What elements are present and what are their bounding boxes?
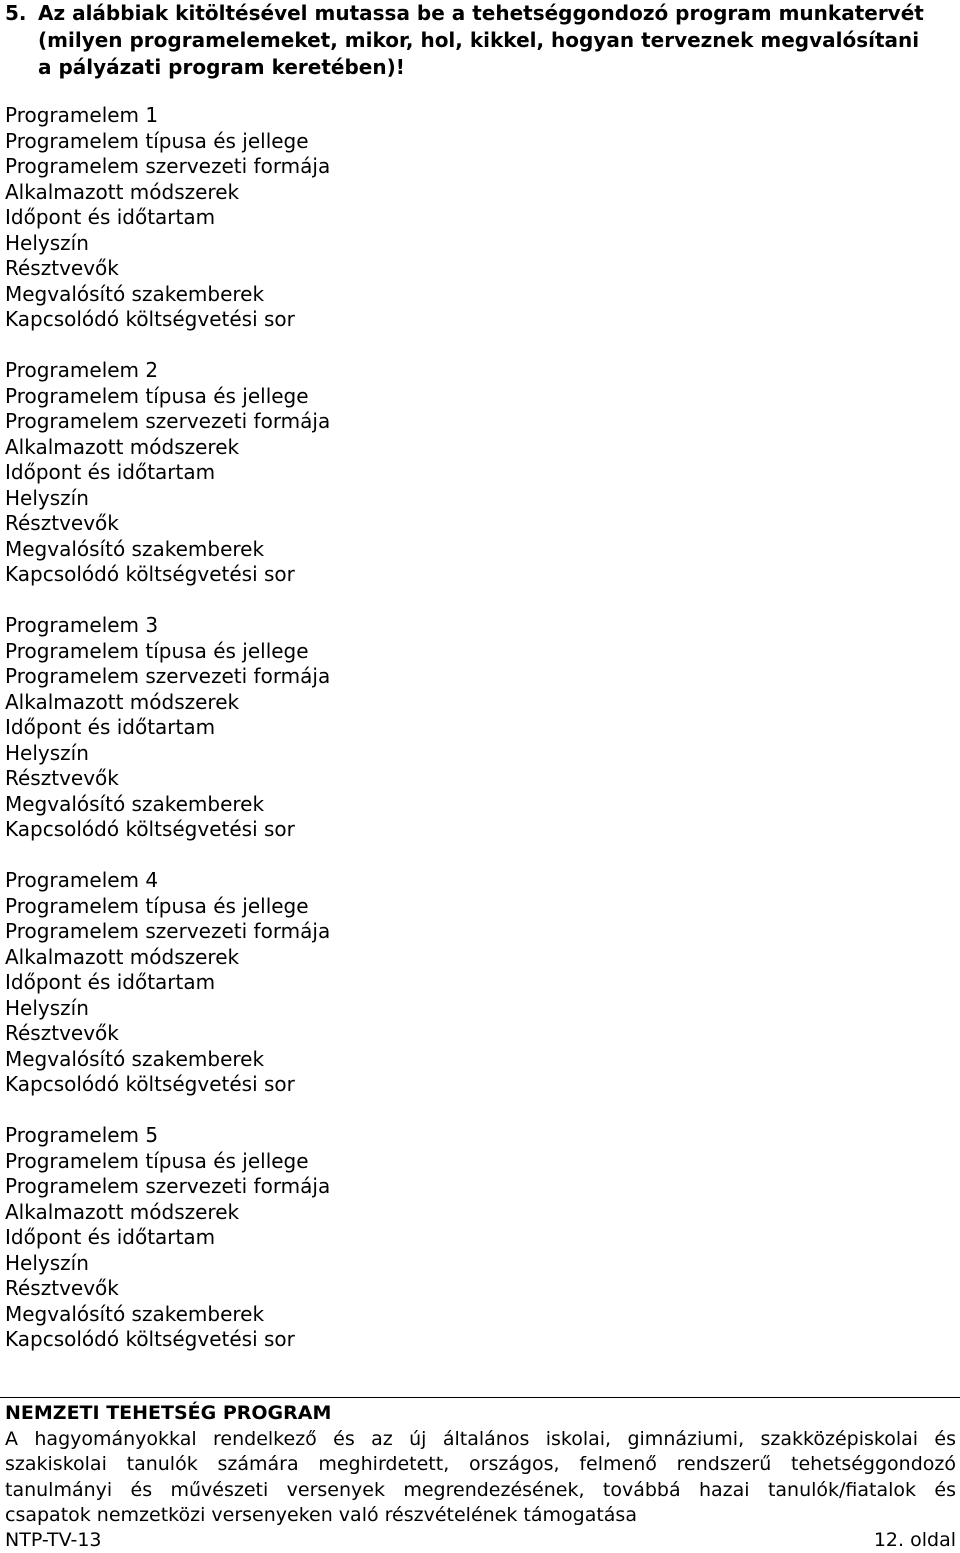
- program-element-title: Programelem 2: [5, 358, 159, 382]
- field-participants: Résztvevők: [5, 511, 119, 535]
- question-line-2: (milyen programelemeket, mikor, hol, kikkel, hogyan terveznek megvalósítani: [38, 28, 920, 52]
- field-organizational-form: Programelem szervezeti formája: [5, 664, 331, 688]
- program-element-3: [5, 613, 945, 843]
- field-methods: Alkalmazott módszerek: [5, 434, 240, 459]
- program-element-title: Programelem 5: [5, 1123, 159, 1147]
- question-heading: [5, 0, 955, 81]
- field-time-and-duration: Időpont és időtartam: [5, 970, 216, 994]
- footer-document-code: NTP-TV-13: [5, 1529, 102, 1551]
- question-line-1: [5, 0, 955, 27]
- field-participants: Résztvevők: [5, 1276, 119, 1300]
- footer-description-line-1: A hagyományokkal rendelkező és az új általános iskolai, gimnáziumi, szakközépiskolai és: [5, 1427, 956, 1450]
- field-type-and-nature: Programelem típusa és jellege: [5, 638, 309, 663]
- footer-description-line-2: szakiskolai tanulók számára meghirdetett, országos, felmenő rendszerű tehetséggondozó: [5, 1453, 956, 1475]
- field-specialists: Megvalósító szakemberek: [5, 791, 265, 816]
- field-budget-line: Kapcsolódó költségvetési sor: [5, 562, 295, 586]
- field-budget-line: Kapcsolódó költségvetési sor: [5, 817, 295, 841]
- field-location: Helyszín: [5, 740, 89, 765]
- field-type-and-nature: Programelem típusa és jellege: [5, 128, 309, 153]
- field-location: Helyszín: [5, 1250, 89, 1275]
- question-text-1: Az alábbiak kitöltésével mutassa be a tehetséggondozó program munkatervét: [38, 1, 924, 25]
- field-time-and-duration: Időpont és időtartam: [5, 460, 216, 484]
- field-participants: Résztvevők: [5, 1021, 119, 1045]
- field-organizational-form: Programelem szervezeti formája: [5, 409, 331, 433]
- program-elements-list: [5, 103, 945, 1378]
- field-type-and-nature: Programelem típusa és jellege: [5, 383, 309, 408]
- program-element-4: [5, 868, 945, 1098]
- footer-description-line-4: csapatok nemzetközi versenyeken való részvételének támogatása: [5, 1504, 637, 1526]
- footer-meta: [5, 1528, 956, 1553]
- field-type-and-nature: Programelem típusa és jellege: [5, 893, 309, 918]
- field-participants: Résztvevők: [5, 766, 119, 790]
- question-line-3: a pályázati program keretében)!: [38, 55, 405, 79]
- field-time-and-duration: Időpont és időtartam: [5, 1225, 216, 1249]
- field-specialists: Megvalósító szakemberek: [5, 536, 265, 561]
- question-number: 5.: [5, 1, 27, 25]
- field-type-and-nature: Programelem típusa és jellege: [5, 1148, 309, 1173]
- program-element-title: Programelem 4: [5, 868, 159, 892]
- footer-divider: [0, 1397, 960, 1398]
- field-participants: Résztvevők: [5, 256, 119, 280]
- footer-description-line-3: tanulmányi és művészeti versenyek megrendezésének, továbbá hazai tanulók/fiatalok és: [5, 1478, 956, 1501]
- field-location: Helyszín: [5, 485, 89, 510]
- program-element-5: [5, 1123, 945, 1353]
- footer-program-title: NEMZETI TEHETSÉG PROGRAM: [5, 1402, 332, 1424]
- field-budget-line: Kapcsolódó költségvetési sor: [5, 307, 295, 331]
- field-specialists: Megvalósító szakemberek: [5, 1301, 265, 1326]
- field-time-and-duration: Időpont és időtartam: [5, 715, 216, 739]
- footer-page-number: 12. oldal: [873, 1529, 956, 1551]
- field-budget-line: Kapcsolódó költségvetési sor: [5, 1327, 295, 1351]
- program-element-2: [5, 358, 945, 588]
- field-methods: Alkalmazott módszerek: [5, 689, 240, 714]
- footer-block: [5, 1401, 956, 1529]
- field-organizational-form: Programelem szervezeti formája: [5, 1174, 331, 1198]
- field-location: Helyszín: [5, 230, 89, 255]
- field-methods: Alkalmazott módszerek: [5, 944, 240, 969]
- program-element-title: Programelem 1: [5, 103, 159, 127]
- field-organizational-form: Programelem szervezeti formája: [5, 154, 331, 178]
- field-methods: Alkalmazott módszerek: [5, 179, 240, 204]
- field-methods: Alkalmazott módszerek: [5, 1199, 240, 1224]
- field-budget-line: Kapcsolódó költségvetési sor: [5, 1072, 295, 1096]
- field-location: Helyszín: [5, 995, 89, 1020]
- field-specialists: Megvalósító szakemberek: [5, 1046, 265, 1071]
- field-specialists: Megvalósító szakemberek: [5, 281, 265, 306]
- program-element-title: Programelem 3: [5, 613, 159, 637]
- field-organizational-form: Programelem szervezeti formája: [5, 919, 331, 943]
- program-element-1: [5, 103, 945, 333]
- field-time-and-duration: Időpont és időtartam: [5, 205, 216, 229]
